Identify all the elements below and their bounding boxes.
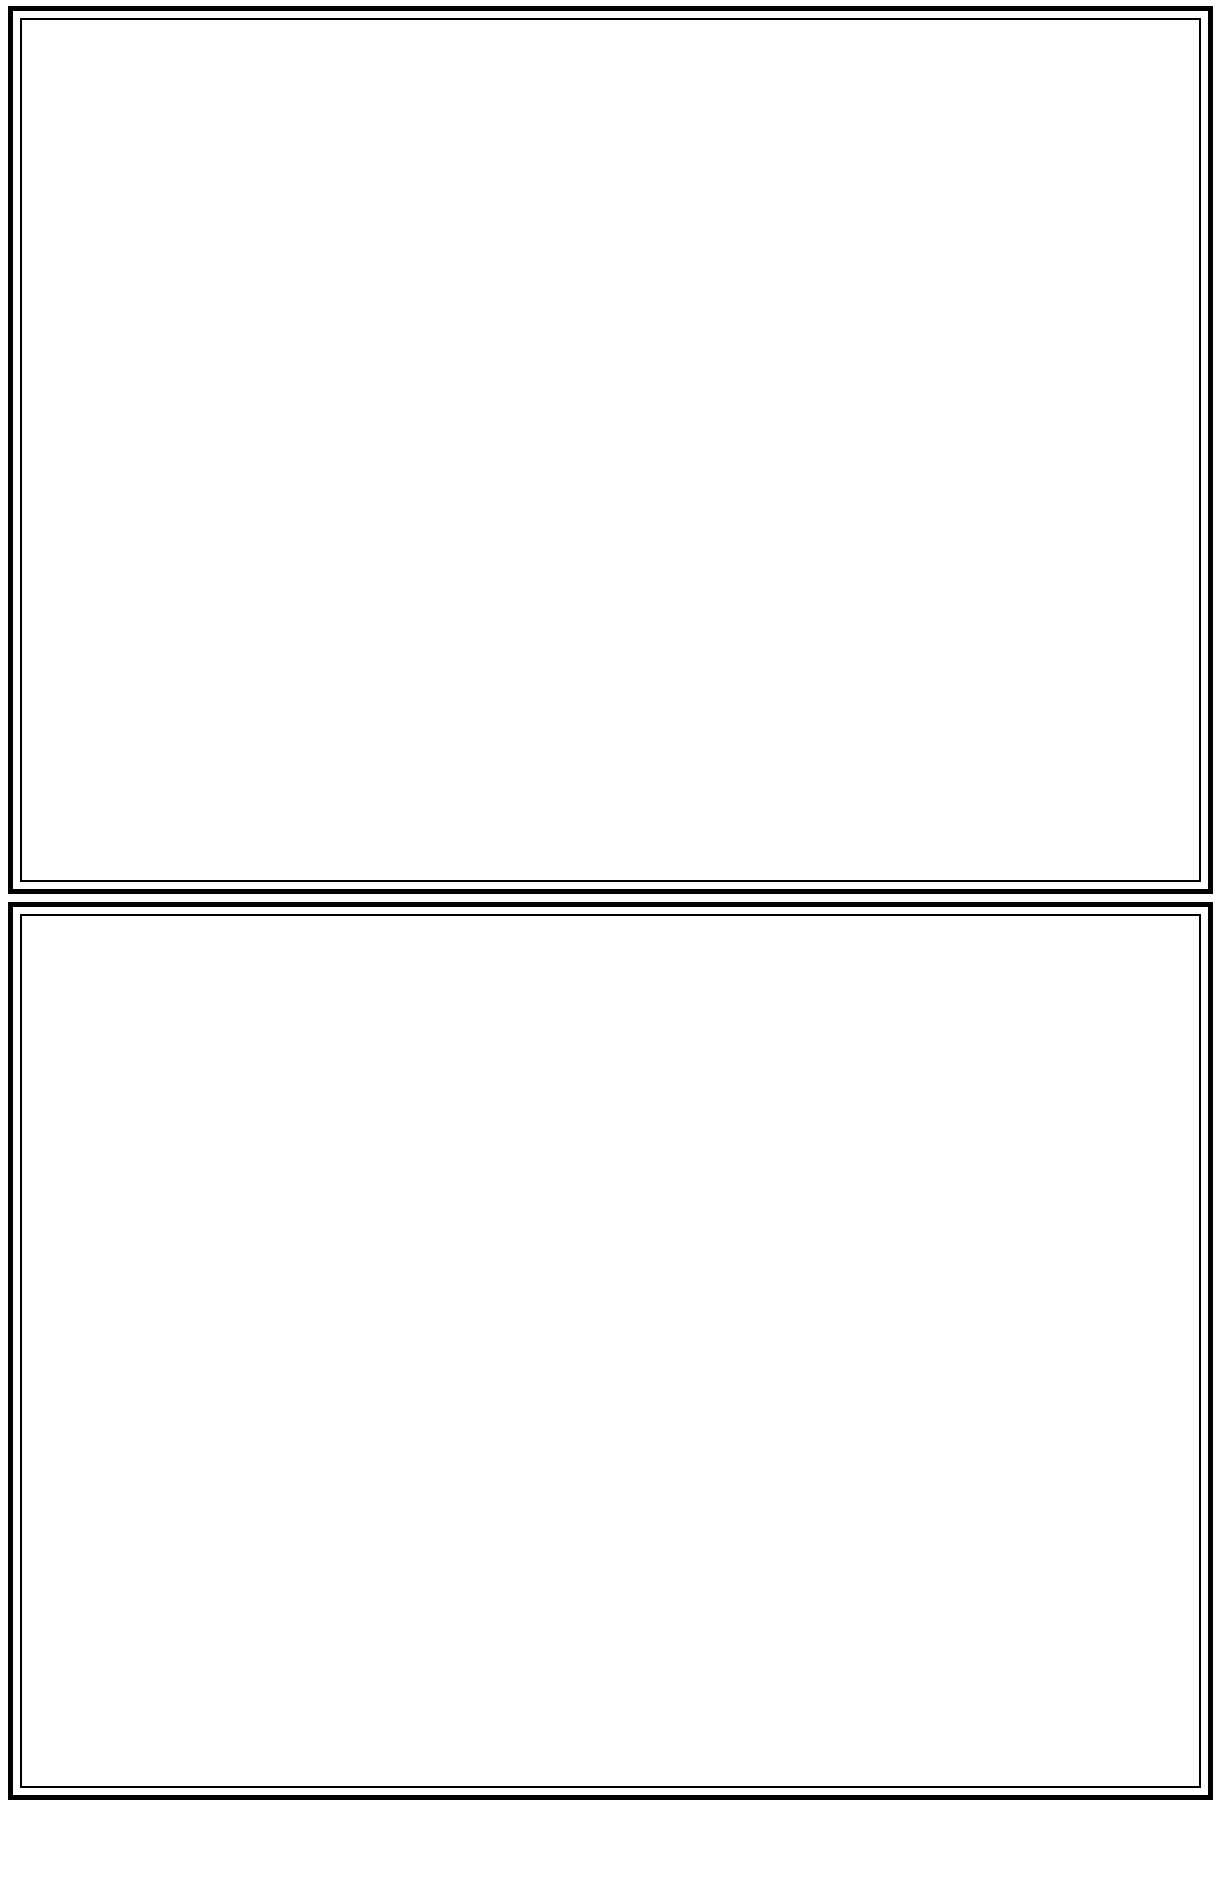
top-text-block — [8, 6, 1213, 894]
bottom-columns — [22, 916, 1199, 1786]
top-columns — [22, 20, 1199, 880]
bottom-text-block — [8, 902, 1213, 1800]
